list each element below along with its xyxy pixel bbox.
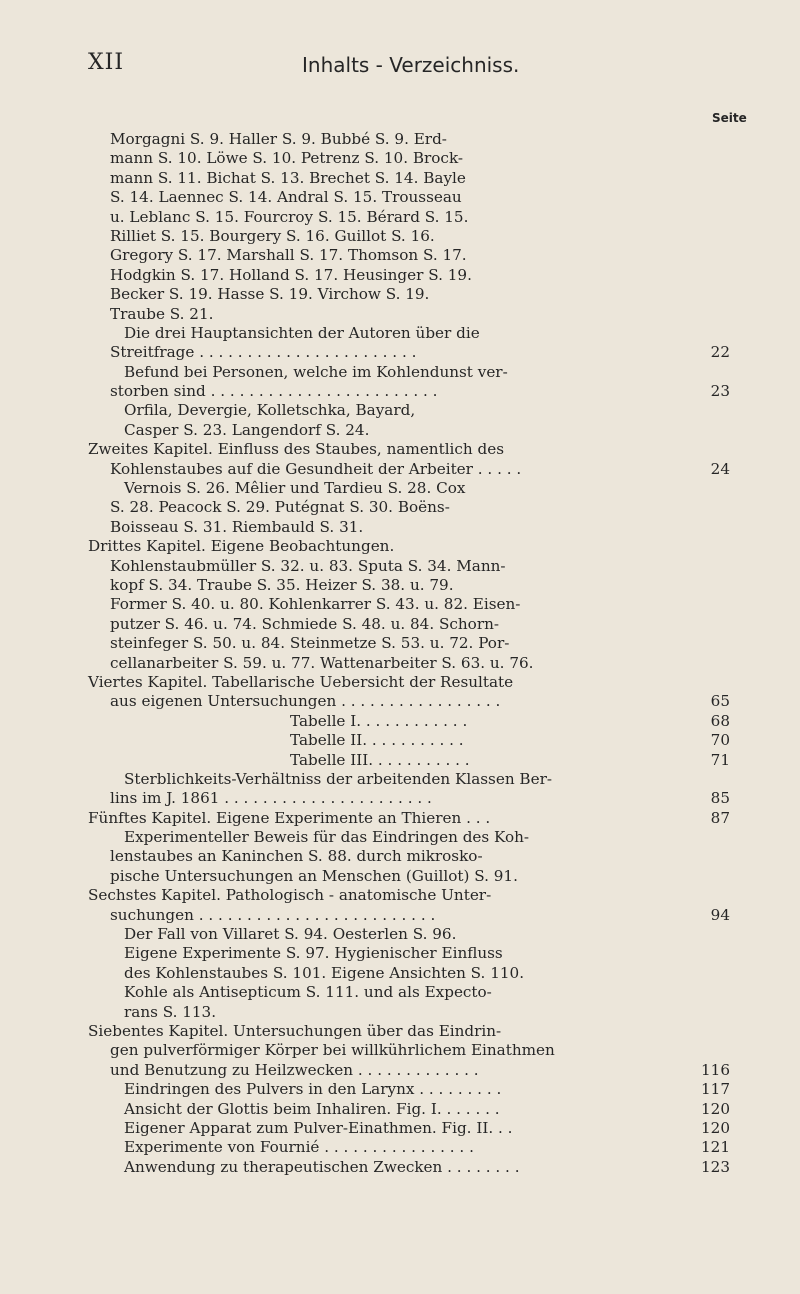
toc-line (0, 751, 800, 770)
toc-entry-text: Streitfrage . . . . . . . . . . . . . . . . . . . . . . . (110, 343, 417, 362)
toc-line (0, 305, 800, 324)
toc-page-number: 71 (710, 750, 730, 769)
toc-entry-text: lenstaubes an Kaninchen S. 88. durch mikrosko- (110, 847, 483, 866)
toc-line (0, 770, 800, 789)
toc-entry-text: Orfila, Devergie, Kolletschka, Bayard, (124, 401, 416, 420)
toc-entry-text: pische Untersuchungen an Menschen (Guillot) S. 91. (110, 866, 518, 885)
toc-line (0, 1022, 800, 1041)
toc-line (0, 983, 800, 1002)
toc-page-number: 116 (701, 1060, 730, 1079)
toc-line (0, 246, 800, 265)
toc-entry-text: putzer S. 46. u. 74. Schmiede S. 48. u. 84. Schorn- (110, 614, 500, 633)
toc-entry-text: Die drei Hauptansichten der Autoren über die (124, 323, 480, 342)
toc-entry-text: Eigene Experimente S. 97. Hygienischer Einfluss (124, 944, 503, 963)
toc-line (0, 867, 800, 886)
toc-line (0, 906, 800, 925)
toc-entry-text: Kohlenstaubmüller S. 32. u. 83. Sputa S. 34. Mann- (110, 556, 506, 575)
toc-line (0, 1041, 800, 1060)
toc-entry-text: Tabelle III. . . . . . . . . . . (290, 750, 470, 769)
toc-entry-text: mann S. 11. Bichat S. 13. Brechet S. 14. Bayle (110, 168, 466, 187)
toc-line (0, 731, 800, 750)
toc-line (0, 227, 800, 246)
toc-entry-text: Gregory S. 17. Marshall S. 17. Thomson S. 17. (110, 246, 467, 265)
toc-line (0, 285, 800, 304)
toc-line (0, 343, 800, 362)
toc-entry-text: Sterblichkeits-Verhältniss der arbeitenden Klassen Ber- (124, 769, 552, 788)
page-number: XII (88, 50, 125, 75)
toc-entry-text: Tabelle II. . . . . . . . . . . (290, 731, 464, 750)
toc-page-number: 117 (701, 1080, 730, 1099)
table-of-contents (0, 130, 800, 1177)
toc-line (0, 1158, 800, 1177)
toc-entry-text: Tabelle I. . . . . . . . . . . . (290, 711, 468, 730)
toc-line (0, 518, 800, 537)
toc-line (0, 266, 800, 285)
toc-line (0, 188, 800, 207)
toc-line (0, 789, 800, 808)
toc-entry-text: Becker S. 19. Hasse S. 19. Virchow S. 19. (110, 285, 430, 304)
toc-entry-text: u. Leblanc S. 15. Fourcroy S. 15. Bérard S. 15. (110, 207, 469, 226)
toc-entry-text: Hodgkin S. 17. Holland S. 17. Heusinger S. 19. (110, 265, 472, 284)
toc-page-number: 70 (710, 731, 730, 750)
toc-entry-text: gen pulverförmiger Körper bei willkührlichem Einathmen (110, 1041, 555, 1060)
toc-line (0, 1080, 800, 1099)
toc-line (0, 886, 800, 905)
toc-line (0, 363, 800, 382)
toc-line (0, 149, 800, 168)
toc-entry-text: Sechstes Kapitel. Pathologisch - anatomische Unter- (88, 886, 492, 905)
page-column-label: Seite (712, 111, 747, 125)
toc-page-number: 65 (710, 692, 730, 711)
toc-entry-text: Siebentes Kapitel. Untersuchungen über das Eindrin- (88, 1021, 502, 1040)
toc-entry-text: steinfeger S. 50. u. 84. Steinmetze S. 53. u. 72. Por- (110, 634, 510, 653)
toc-line (0, 208, 800, 227)
toc-line (0, 847, 800, 866)
toc-line (0, 692, 800, 711)
toc-page-number: 123 (701, 1157, 730, 1176)
toc-entry-text: Vernois S. 26. Mêlier und Tardieu S. 28. Cox (124, 479, 466, 498)
toc-page-number: 120 (701, 1118, 730, 1137)
toc-entry-text: S. 14. Laennec S. 14. Andral S. 15. Trousseau (110, 188, 462, 207)
toc-entry-text: lins im J. 1861 . . . . . . . . . . . . . . . . . . . . . . (110, 789, 432, 808)
toc-entry-text: suchungen . . . . . . . . . . . . . . . . . . . . . . . . . (110, 905, 436, 924)
toc-entry-text: Experimenteller Beweis für das Eindringen des Koh- (124, 828, 530, 847)
toc-page-number: 85 (710, 789, 730, 808)
toc-line (0, 324, 800, 343)
toc-entry-text: Anwendung zu therapeutischen Zwecken . . . . . . . . (124, 1157, 520, 1176)
toc-line (0, 576, 800, 595)
toc-entry-text: Eigener Apparat zum Pulver-Einathmen. Fig. II. . . (124, 1118, 513, 1137)
toc-entry-text: mann S. 10. Löwe S. 10. Petrenz S. 10. Brock- (110, 149, 464, 168)
toc-entry-text: Traube S. 21. (110, 304, 214, 323)
toc-page-number: 23 (710, 382, 730, 401)
toc-entry-text: S. 28. Peacock S. 29. Putégnat S. 30. Boëns- (110, 498, 450, 517)
toc-line (0, 1003, 800, 1022)
toc-line (0, 401, 800, 420)
toc-line (0, 460, 800, 479)
toc-entry-text: und Benutzung zu Heilzwecken . . . . . . . . . . . . . (110, 1060, 479, 1079)
toc-line (0, 382, 800, 401)
toc-page-number: 121 (701, 1138, 730, 1157)
toc-line (0, 440, 800, 459)
toc-line (0, 712, 800, 731)
toc-line (0, 595, 800, 614)
toc-entry-text: Morgagni S. 9. Haller S. 9. Bubbé S. 9. Erd- (110, 130, 447, 148)
toc-page-number: 22 (710, 343, 730, 362)
toc-line (0, 634, 800, 653)
toc-page-number: 120 (701, 1099, 730, 1118)
toc-entry-text: Drittes Kapitel. Eigene Beobachtungen. (88, 537, 395, 556)
toc-entry-text: kopf S. 34. Traube S. 35. Heizer S. 38. u. 79. (110, 575, 454, 594)
toc-entry-text: des Kohlenstaubes S. 101. Eigene Ansichten S. 110. (124, 963, 525, 982)
toc-line (0, 654, 800, 673)
toc-line (0, 1100, 800, 1119)
toc-entry-text: Der Fall von Villaret S. 94. Oesterlen S. 96. (124, 925, 457, 944)
toc-entry-text: Eindringen des Pulvers in den Larynx . . . . . . . . . (124, 1080, 502, 1099)
toc-line (0, 557, 800, 576)
toc-entry-text: Zweites Kapitel. Einfluss des Staubes, namentlich des (88, 440, 505, 459)
toc-entry-text: aus eigenen Untersuchungen . . . . . . . . . . . . . . . . . (110, 692, 501, 711)
toc-line (0, 1138, 800, 1157)
toc-page-number: 68 (710, 711, 730, 730)
toc-line (0, 1119, 800, 1138)
toc-entry-text: storben sind . . . . . . . . . . . . . . . . . . . . . . . . (110, 382, 438, 401)
toc-entry-text: Fünftes Kapitel. Eigene Experimente an Thieren . . . (88, 808, 491, 827)
toc-entry-text: Experimente von Fournié . . . . . . . . . . . . . . . . (124, 1138, 474, 1157)
toc-page-number: 24 (710, 459, 730, 478)
toc-entry-text: Casper S. 23. Langendorf S. 24. (124, 420, 370, 439)
toc-page-number: 87 (710, 808, 730, 827)
toc-entry-text: Former S. 40. u. 80. Kohlenkarrer S. 43. u. 82. Eisen- (110, 595, 521, 614)
toc-entry-text: rans S. 113. (124, 1002, 217, 1021)
toc-line (0, 421, 800, 440)
toc-entry-text: Rilliet S. 15. Bourgery S. 16. Guillot S. 16. (110, 226, 435, 245)
toc-entry-text: Kohlenstaubes auf die Gesundheit der Arbeiter . . . . . (110, 459, 522, 478)
toc-entry-text: Kohle als Antisepticum S. 111. und als Expecto- (124, 983, 492, 1002)
toc-line (0, 925, 800, 944)
toc-line (0, 537, 800, 556)
toc-entry-text: Viertes Kapitel. Tabellarische Uebersicht der Resultate (88, 672, 514, 691)
toc-line (0, 944, 800, 963)
toc-line (0, 498, 800, 517)
toc-line (0, 169, 800, 188)
toc-entry-text: Boisseau S. 31. Riembauld S. 31. (110, 517, 364, 536)
toc-line (0, 673, 800, 692)
toc-line (0, 615, 800, 634)
running-title: Inhalts - Verzeichniss. (302, 53, 520, 77)
toc-line (0, 828, 800, 847)
toc-line (0, 479, 800, 498)
toc-entry-text: Befund bei Personen, welche im Kohlendunst ver- (124, 362, 508, 381)
toc-entry-text: Ansicht der Glottis beim Inhaliren. Fig. I. . . . . . . (124, 1099, 500, 1118)
toc-page-number: 94 (710, 905, 730, 924)
toc-line (0, 1061, 800, 1080)
toc-line (0, 964, 800, 983)
toc-line (0, 130, 800, 149)
toc-line (0, 809, 800, 828)
toc-entry-text: cellanarbeiter S. 59. u. 77. Wattenarbeiter S. 63. u. 76. (110, 653, 534, 672)
